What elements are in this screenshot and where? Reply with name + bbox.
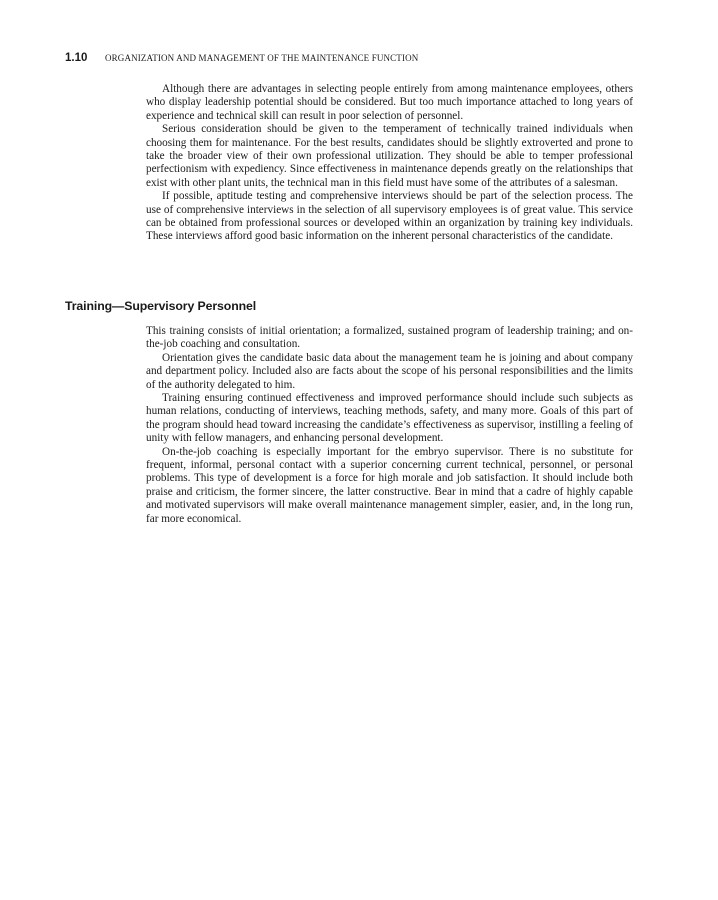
paragraph: If possible, aptitude testing and comprehensive interviews should be part of the selection process. The use of comprehensive interviews in the selection of all supervisory employees is of great value. This service can be obtained from professional sources or developed within an organization by training key individuals. These interviews afford good basic information on the inherent personal characteristics of the candidate. bbox=[146, 190, 633, 243]
running-head bbox=[65, 52, 658, 66]
page-number: 1.10 bbox=[65, 52, 88, 64]
section-text-block bbox=[146, 325, 633, 526]
paragraph: This training consists of initial orientation; a formalized, sustained program of leadership training; and on-the-job coaching and consultation. bbox=[146, 325, 633, 351]
running-title: ORGANIZATION AND MANAGEMENT OF THE MAINTENANCE FUNCTION bbox=[105, 53, 419, 63]
paragraph: Training ensuring continued effectiveness and improved performance should include such subjects as human relations, conducting of interviews, teaching methods, safety, and many more. Goals of this part of the program should head toward increasing the candidate’s effectiveness as supervisor, instilling a feeling of unity with fellow managers, and enhancing personal development. bbox=[146, 392, 633, 445]
paragraph: Serious consideration should be given to the temperament of technically trained individuals when choosing them for maintenance. For the best results, candidates should be slightly extroverted and prone to take the broader view of their own professional utilization. They should be able to temper professional perfectionism with expediency. Since effectiveness in maintenance depends greatly on the relationships that exist with other plant units, the technical man in this field must have some of the attributes of a salesman. bbox=[146, 123, 633, 189]
paragraph: Although there are advantages in selecting people entirely from among maintenance employees, others who display leadership potential should be considered. But too much importance attached to long years of experience and technical skill can result in poor selection of personnel. bbox=[146, 83, 633, 122]
paragraph: On-the-job coaching is especially important for the embryo supervisor. There is no substitute for frequent, informal, personal contact with a superior concerning current technical, personnel, or personal problems. This type of development is a force for high morale and job satisfaction. It should include both praise and criticism, the former sincere, the latter constructive. Bear in mind that a cadre of highly capable and motivated supervisors will make overall maintenance management simpler, easier, and, in the long run, far more economical. bbox=[146, 445, 633, 525]
paragraph: Orientation gives the candidate basic data about the management team he is joining and about company and department policy. Included also are facts about the scope of his personal responsibilities and the limits of the authority delegated to him. bbox=[146, 351, 633, 391]
intro-text-block bbox=[146, 83, 633, 244]
section-heading: Training—Supervisory Personnel bbox=[65, 299, 257, 313]
